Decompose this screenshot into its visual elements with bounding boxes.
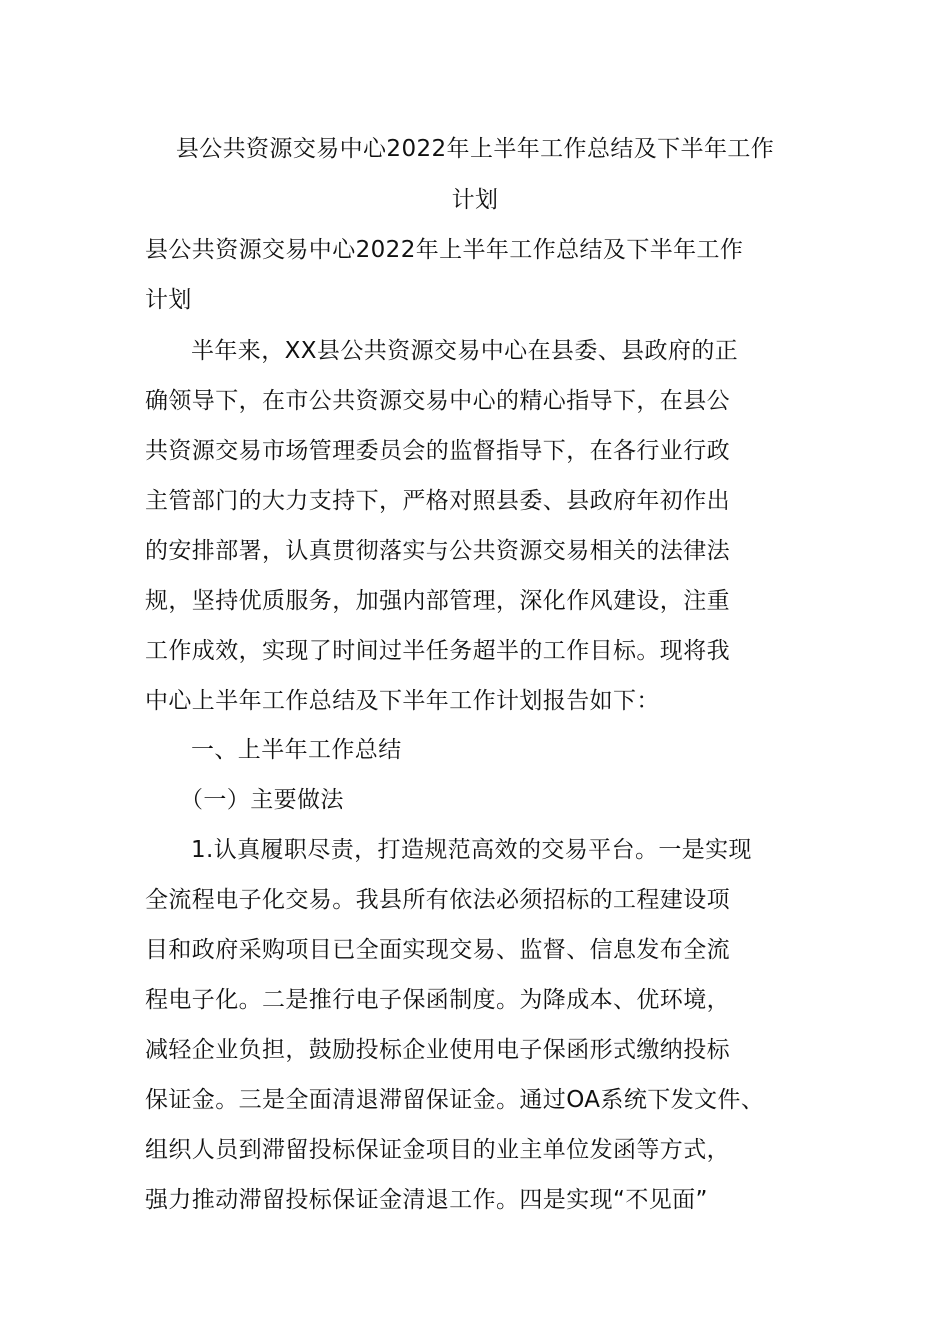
item1-line-5: 减轻企业负担，鼓励投标企业使用电子保函形式缴纳投标 — [145, 1037, 730, 1063]
item1-line-7: 组织人员到滞留投标保证金项目的业主单位发函等方式， — [145, 1137, 730, 1163]
intro-line-2: 确领导下，在市公共资源交易中心的精心指导下，在县公 — [145, 388, 730, 414]
intro-line-1: 半年来，XX县公共资源交易中心在县委、县政府的正 — [191, 338, 739, 364]
item1-line-1: 1.认真履职尽责，打造规范高效的交易平台。一是实现 — [191, 837, 752, 863]
intro-line-8: 中心上半年工作总结及下半年工作计划报告如下： — [145, 688, 660, 714]
intro-line-4: 主管部门的大力支持下，严格对照县委、县政府年初作出 — [145, 488, 730, 514]
intro-line-5: 的安排部署，认真贯彻落实与公共资源交易相关的法律法 — [145, 538, 730, 564]
subtitle-line-1: 县公共资源交易中心2022年上半年工作总结及下半年工作 — [145, 237, 744, 263]
item1-line-2: 全流程电子化交易。我县所有依法必须招标的工程建设项 — [145, 887, 730, 913]
item1-line-8: 强力推动滞留投标保证金清退工作。四是实现“不见面” — [145, 1187, 708, 1213]
intro-line-6: 规，坚持优质服务，加强内部管理，深化作风建设，注重 — [145, 588, 730, 614]
item1-line-6: 保证金。三是全面清退滞留保证金。通过OA系统下发文件、 — [145, 1087, 765, 1113]
item1-line-3: 目和政府采购项目已全面实现交易、监督、信息发布全流 — [145, 937, 730, 963]
section-heading-1: 一、上半年工作总结 — [191, 737, 402, 763]
intro-line-3: 共资源交易市场管理委员会的监督指导下，在各行业行政 — [145, 438, 730, 464]
document-title-line-2: 计划 — [451, 187, 499, 213]
item1-line-4: 程电子化。二是推行电子保函制度。为降成本、优环境， — [145, 987, 730, 1013]
section-heading-2: （一）主要做法 — [180, 787, 344, 813]
subtitle-line-2: 计划 — [145, 287, 192, 313]
document-title-line-1: 县公共资源交易中心2022年上半年工作总结及下半年工作 — [175, 136, 775, 162]
intro-line-7: 工作成效，实现了时间过半任务超半的工作目标。现将我 — [145, 638, 730, 664]
